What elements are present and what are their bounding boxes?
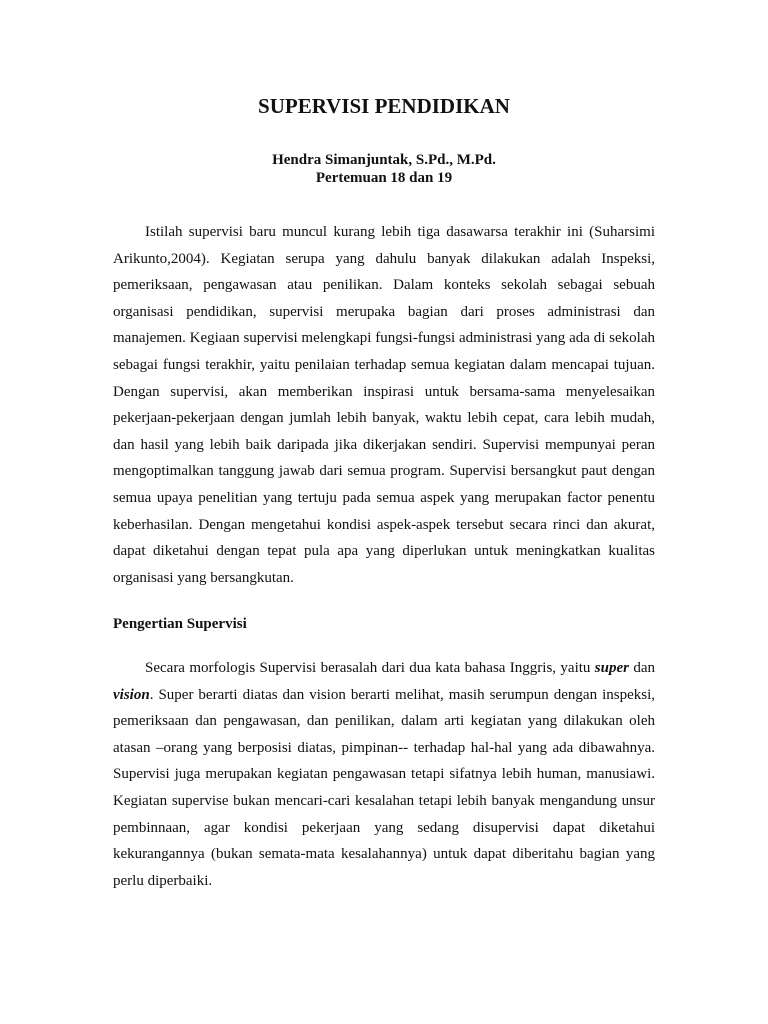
section-heading: Pengertian Supervisi — [113, 616, 247, 632]
intro-paragraph: Istilah supervisi baru muncul kurang lebih tiga dasawarsa terakhir ini (Suharsimi Arikunto,2004). Kegiatan serupa yang dahulu banyak dilakukan adalah Inspeksi, pemeriksaan, pengawasan atau penilikan. Dalam konteks sekolah sebagai sebuah organisasi pendidikan, supervisi merupaka bagian dari proses administrasi dan manajemen. Kegiaan supervisi melengkapi fungsi-fungsi administrasi yang ada di sekolah sebagai fungsi terakhir, yaitu penilaian terhadap semua kegiatan dalam mencapai tujuan. Dengan supervisi, akan memberikan inspirasi untuk bersama-sama menyelesaikan pekerjaan-pekerjaan dengan jumlah lebih banyak, waktu lebih cepat, cara lebih mudah, dan hasil yang lebih baik daripada jika dikerjakan sendiri. Supervisi mempunyai peran mengoptimalkan tanggung jawab dari semua program. Supervisi bersangkut paut dengan semua upaya penelitian yang tertuju pada semua aspek yang merupakan factor penentu keberhasilan. Dengan mengetahui kondisi aspek-aspek tersebut secara rinci dan akurat, dapat diketahui dengan tepat pula apa yang diperlukan untuk meningkatkan kualitas organisasi yang bersangkutan. — [113, 224, 655, 586]
definition-text-part-1: Secara morfologis Supervisi berasalah dari dua kata bahasa Inggris, yaitu — [145, 660, 595, 676]
author-line: Hendra Simanjuntak, S.Pd., M.Pd. — [272, 152, 496, 168]
definition-text-part-3: . Super berarti diatas dan vision berarti melihat, masih serumpun dengan inspeksi, pemeriksaan dan pengawasan, dan penilikan, dalam arti kegiatan yang dilakukan oleh atasan –orang yang berposisi diatas, pimpinan-- terhadap hal-hal yang ada dibawahnya. Supervisi juga merupakan kegiatan pengawasan tetapi sifatnya lebih human, manusiawi. Kegiatan supervise bukan mencari-cari kesalahan tetapi lebih banyak mengandung unsur pembinnaan, agar kondisi pekerjaan yang sedang disupervisi dapat diketahui kekurangannya (bukan semata-mata kesalahannya) untuk dapat diberitahu bagian yang perlu diperbaiki. — [113, 686, 655, 889]
document-title: SUPERVISI PENDIDIKAN — [258, 94, 510, 118]
term-vision: vision — [113, 686, 150, 703]
meeting-line: Pertemuan 18 dan 19 — [315, 170, 453, 186]
term-super: super — [594, 660, 629, 676]
definition-text-part-2: dan — [628, 660, 655, 676]
definition-paragraph — [113, 655, 655, 894]
